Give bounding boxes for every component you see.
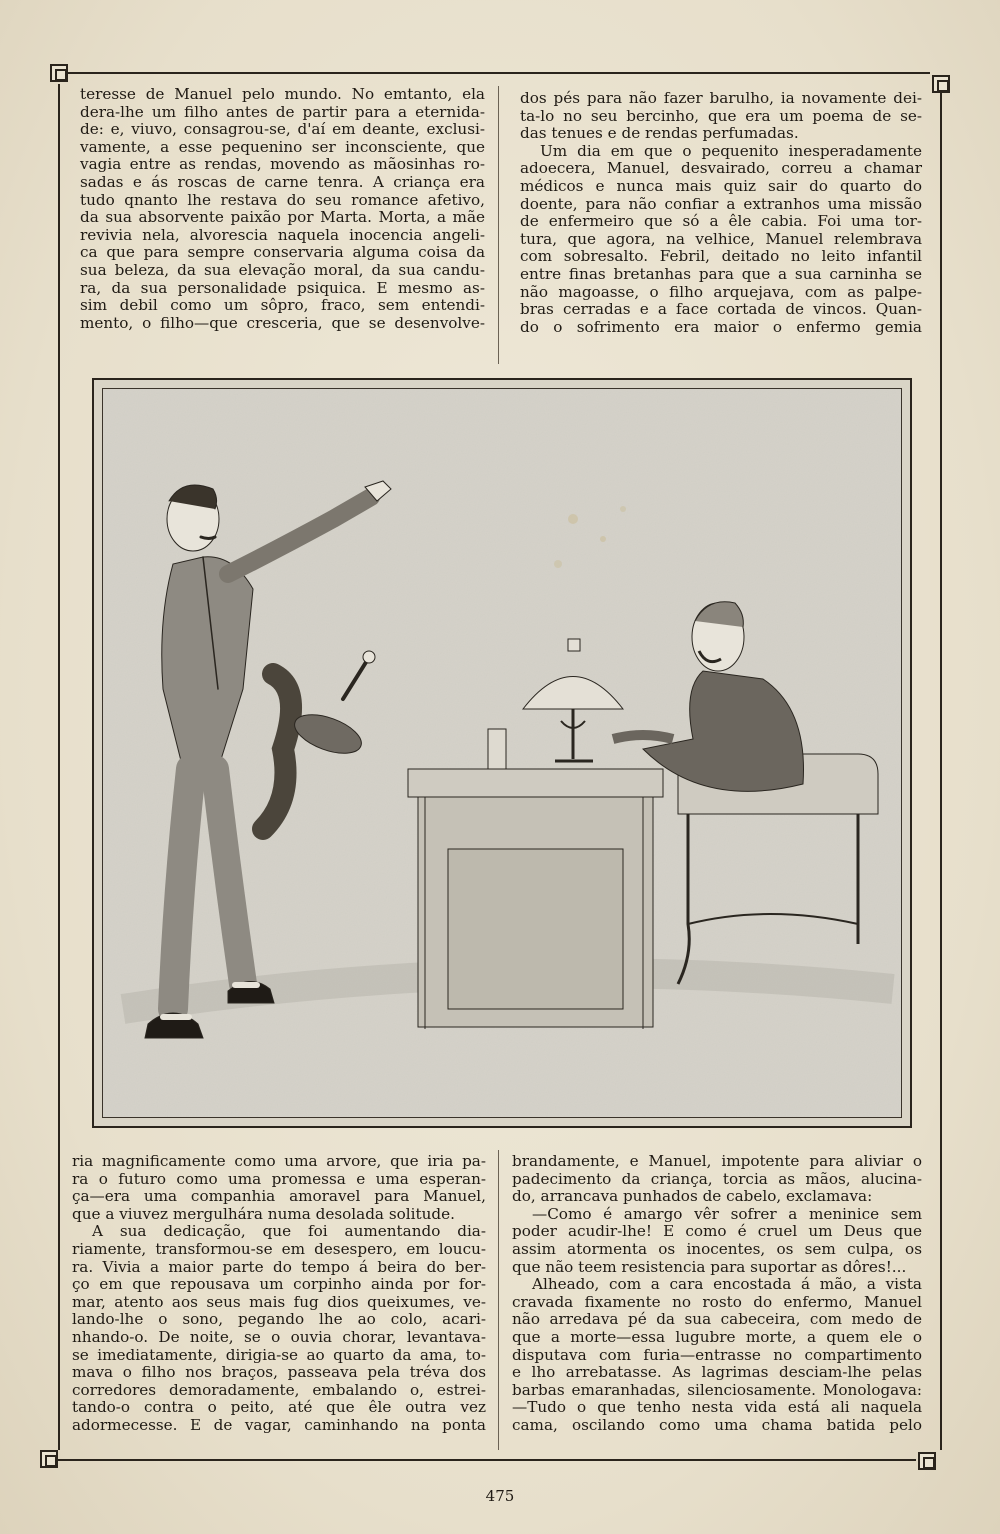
text-line: não arredava pé da sua cabeceira, com medo de	[512, 1310, 922, 1329]
text-line: médicos e nunca mais quiz sair do quarto do	[520, 176, 922, 195]
text-line: Alheado, com a cara encostada á mão, a vista	[532, 1275, 922, 1294]
text-line: —Tudo o que tenho nesta vida está ali naquela	[512, 1398, 922, 1417]
page-number: 475	[485, 1487, 515, 1505]
illustration-drawing	[103, 389, 902, 1118]
text-line: vagia entre as rendas, movendo as mãosinhas ro-	[80, 155, 485, 174]
text-line: adoecera, Manuel, desvairado, correu a chamar	[520, 159, 922, 178]
text-line: de enfermeiro que só a êle cabia. Foi uma tor-	[520, 212, 922, 231]
text-line: adormecesse. E de vagar, caminhando na ponta	[72, 1415, 486, 1434]
text-line: mento, o filho—que cresceria, que se desenvolve-	[80, 313, 485, 332]
text-line: sua beleza, da sua elevação moral, da sua candu-	[80, 260, 485, 279]
text-line: padecimento da criança, torcia as mãos, alucina-	[512, 1169, 922, 1188]
text-line: —Como é amargo vêr sofrer a meninice sem	[532, 1204, 922, 1223]
corner-ornament-bottom-left	[40, 1450, 58, 1468]
text-line: ra, da sua personalidade psiquica. E mesmo as-	[80, 278, 485, 297]
text-line: que não teem resistencia para suportar as dôres!...	[512, 1257, 907, 1276]
text-line: revivia nela, alvorescia naquela inocencia angeli-	[80, 225, 485, 244]
text-column-bottom-right	[512, 1153, 922, 1435]
text-line: mava o filho nos braços, passeava pela tréva dos	[72, 1363, 486, 1382]
text-line: riamente, transformou-se em desespero, em loucu-	[72, 1239, 486, 1258]
text-line: A sua dedicação, que foi aumentando dia-	[92, 1222, 486, 1241]
illustration-frame	[92, 378, 912, 1128]
text-line: tudo qnanto lhe restava do seu romance afetivo,	[80, 190, 485, 209]
text-line: que a viuvez mergulhára numa desolada solitude.	[72, 1204, 455, 1223]
text-line: do, arrancava punhados de cabelo, exclamava:	[512, 1187, 873, 1206]
text-line: de: e, viuvo, consagrou-se, d'aí em deante, exclusi-	[80, 120, 485, 139]
text-line: bras cerradas e a face cortada de vincos. Quan-	[520, 300, 922, 319]
bottom-rule	[50, 1459, 916, 1461]
text-line: ria magnificamente como uma arvore, que iria pa-	[72, 1152, 486, 1170]
corner-ornament-top-left	[50, 64, 68, 82]
text-line: nhando-o. De noite, se o ouvia chorar, levantava-	[72, 1327, 486, 1346]
text-line: dos pés para não fazer barulho, ia novamente dei-	[520, 89, 922, 107]
text-line: doente, para não confiar a extranhos uma missão	[520, 194, 922, 213]
text-line: ta-lo no seu bercinho, que era um poema de se-	[520, 106, 922, 125]
text-line: cravada fixamente no rosto do enfermo, Manuel	[512, 1292, 922, 1311]
text-line: disputava com furia—entrasse no compartimento	[512, 1345, 922, 1364]
right-rule	[940, 90, 942, 1450]
text-line: não magoasse, o filho arquejava, com as palpe-	[520, 282, 922, 301]
text-line: ra o futuro como uma promessa e uma esperan-	[72, 1169, 486, 1188]
text-line: sadas e ás roscas de carne tenra. A criança era	[80, 172, 485, 191]
text-line: ço em que repousava um corpinho ainda por for-	[72, 1275, 486, 1294]
column-divider-top	[498, 86, 499, 364]
text-line: dera-lhe um filho antes de partir para a eternida-	[80, 102, 485, 121]
text-line: e lho arrebatasse. As lagrimas desciam-lhe pelas	[512, 1363, 922, 1382]
text-line: da sua absorvente paixão por Marta. Morta, a mãe	[80, 208, 485, 227]
text-line: vamente, a esse pequenino ser inconsciente, que	[80, 137, 485, 156]
corner-ornament-bottom-right	[918, 1452, 936, 1470]
text-line: das tenues e de rendas perfumadas.	[520, 124, 799, 143]
text-line: poder acudir-lhe! E como é cruel um Deus que	[512, 1222, 922, 1241]
text-line: ra. Vivia a maior parte do tempo á beira do ber-	[72, 1257, 486, 1276]
text-line: lando-lhe o sono, pegando lhe ao colo, acari-	[72, 1310, 486, 1329]
text-line: com sobresalto. Febril, deitado no leito infantil	[520, 247, 922, 266]
text-column-top-left	[80, 86, 485, 332]
text-line: que a morte—essa lugubre morte, a quem ele o	[512, 1327, 922, 1346]
text-line: ça—era uma companhia amoravel para Manuel,	[72, 1187, 486, 1206]
text-line: sim debil como um sôpro, fraco, sem entendi-	[80, 296, 485, 315]
text-line: cama, oscilando como uma chama batida pelo	[512, 1415, 922, 1434]
text-line: teresse de Manuel pelo mundo. No emtanto, ela	[80, 85, 485, 103]
corner-ornament-top-right	[932, 75, 950, 93]
text-line: corredores demoradamente, embalando o, estrei-	[72, 1380, 486, 1399]
text-line: ca que para sempre conservaria alguma coisa da	[80, 243, 485, 262]
text-line: assim atormenta os inocentes, os sem culpa, os	[512, 1239, 922, 1258]
text-line: entre finas bretanhas para que a sua carninha se	[520, 264, 922, 283]
text-line: do o sofrimento era maior o enfermo gemia	[520, 317, 922, 336]
text-line: brandamente, e Manuel, impotente para aliviar o	[512, 1152, 922, 1170]
column-divider-bottom	[498, 1150, 499, 1450]
text-line: se imediatamente, dirigia-se ao quarto da ama, to-	[72, 1345, 486, 1364]
text-line: tura, que agora, na velhice, Manuel relembrava	[520, 229, 922, 248]
text-column-top-right	[520, 90, 922, 336]
left-rule	[58, 84, 60, 1450]
text-column-bottom-left	[72, 1153, 486, 1435]
illustration	[102, 388, 902, 1118]
text-line: Um dia em que o pequenito inesperadamente	[540, 141, 922, 160]
text-line: mar, atento aos seus mais fug dios queixumes, ve-	[72, 1292, 486, 1311]
text-line: tando-o contra o peito, até que êle outra vez	[72, 1398, 486, 1417]
text-line: barbas emaranhadas, silenciosamente. Monologava:	[512, 1380, 922, 1399]
top-rule	[68, 72, 930, 74]
